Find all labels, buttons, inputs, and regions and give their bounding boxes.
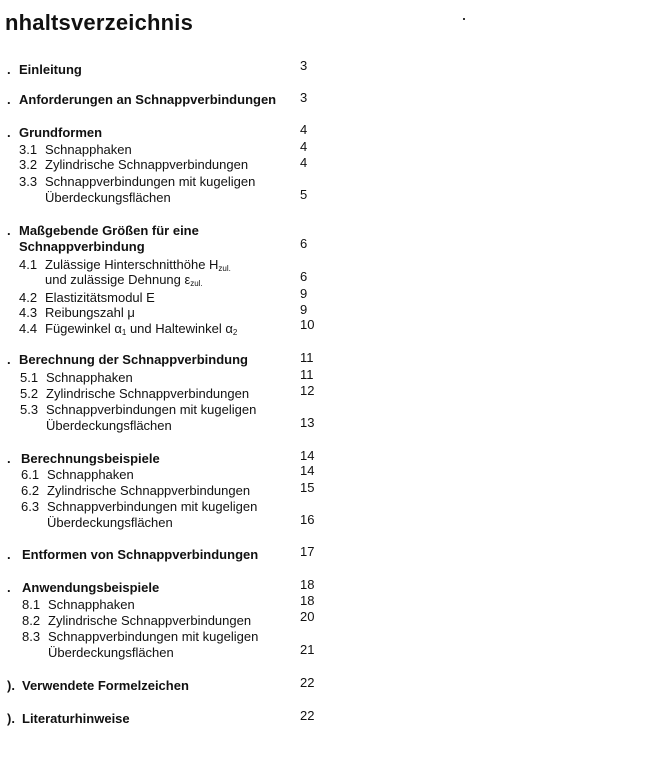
sub-page: 14 [300,463,315,478]
sub-title: Elastizitätsmodul E [45,290,155,305]
section-title: Grundformen [19,125,103,140]
section-num: . [7,92,11,107]
section-page: 3 [300,90,308,105]
subscript: zul. [190,279,203,288]
sub-page: 10 [300,317,315,332]
section-title: Entformen von Schnappverbindungen [22,547,259,562]
section-page: 6 [300,236,308,251]
section-title: Berechnung der Schnappverbindung [19,352,248,367]
section-num: . [7,580,11,595]
sub-num: 5.1 [20,370,39,385]
sub-title: Schnappverbindungen mit kugeligen [47,499,258,514]
sub-title [45,321,237,341]
sub-num: 4.3 [19,305,38,320]
sub-page: 6 [300,269,308,284]
section-page: 3 [300,58,308,73]
sub-title-cont: Überdeckungsflächen [48,645,174,660]
section-title: Maßgebende Größen für eine [19,223,199,238]
sub-num: 5.3 [20,402,39,417]
sub-title-text: und zulässige Dehnung ε [45,272,191,287]
sub-page: 20 [300,609,315,624]
sub-title: Zylindrische Schnappverbindungen [46,386,250,401]
sub-page: 9 [300,286,308,301]
section-page: 17 [300,544,315,559]
sub-num: 6.2 [21,483,40,498]
section-num: . [7,125,11,140]
sub-page: 9 [300,302,308,317]
sub-title: Schnapphaken [46,370,133,385]
sub-num: 3.3 [19,174,38,189]
sub-title-cont [45,272,203,292]
section-num: . [7,223,11,238]
sub-num: 8.3 [22,629,41,644]
sub-page: 12 [300,383,315,398]
section-num: ). [7,678,15,693]
page-title: nhaltsverzeichnis [5,10,194,35]
section-title: Einleitung [19,62,82,77]
section-num: ). [7,711,15,726]
sub-page: 18 [300,593,315,608]
sub-title: Zylindrische Schnappverbindungen [48,613,252,628]
sub-title-text: und Haltewinkel α [126,321,233,336]
sub-title-text: Zulässige Hinterschnitthöhe H [45,257,219,272]
section-title: Literaturhinweise [22,711,130,726]
sub-num: 8.1 [22,597,41,612]
sub-page: 5 [300,187,308,202]
sub-title: Reibungszahl μ [45,305,135,320]
sub-title-cont: Überdeckungsflächen [46,418,172,433]
sub-page: 4 [300,139,308,154]
section-page: 22 [300,675,315,690]
sub-title: Schnapphaken [47,467,134,482]
sub-num: 4.1 [19,257,38,272]
sub-title: Zylindrische Schnappverbindungen [47,483,251,498]
subscript: 1 [121,328,127,337]
section-title: Anforderungen an Schnappverbindungen [19,92,277,107]
section-page: 4 [300,122,308,137]
sub-page: 11 [300,367,314,382]
section-num: . [7,547,11,562]
sub-num: 4.4 [19,321,38,336]
section-num: . [7,451,11,466]
sub-page: 15 [300,480,315,495]
section-title: Anwendungsbeispiele [22,580,160,595]
sub-title: Schnapphaken [45,142,132,157]
subscript: 2 [232,328,238,337]
section-num: . [7,352,11,367]
sub-num: 6.3 [21,499,40,514]
speck [463,18,465,20]
sub-title-cont: Überdeckungsflächen [45,190,171,205]
section-page: 11 [300,350,314,365]
section-title: Verwendete Formelzeichen [22,678,189,693]
sub-num: 6.1 [21,467,40,482]
section-page: 18 [300,577,315,592]
subscript: zul. [218,264,231,273]
section-title: Berechnungsbeispiele [21,451,160,466]
sub-page: 4 [300,155,308,170]
sub-num: 3.1 [19,142,38,157]
section-page: 14 [300,448,315,463]
sub-title: Zylindrische Schnappverbindungen [45,157,249,172]
sub-title: Schnappverbindungen mit kugeligen [46,402,257,417]
section-num: . [7,62,11,77]
sub-title: Schnapphaken [48,597,135,612]
sub-title: Schnappverbindungen mit kugeligen [48,629,259,644]
sub-title-cont: Überdeckungsflächen [47,515,173,530]
section-page: 22 [300,708,315,723]
sub-page: 16 [300,512,315,527]
sub-num: 8.2 [22,613,41,628]
sub-num: 4.2 [19,290,38,305]
sub-page: 13 [300,415,315,430]
sub-title: Schnappverbindungen mit kugeligen [45,174,256,189]
sub-num: 5.2 [20,386,39,401]
sub-title-text: Fügewinkel α [45,321,122,336]
section-title-cont: Schnappverbindung [19,239,145,254]
sub-page: 21 [300,642,315,657]
sub-num: 3.2 [19,157,38,172]
